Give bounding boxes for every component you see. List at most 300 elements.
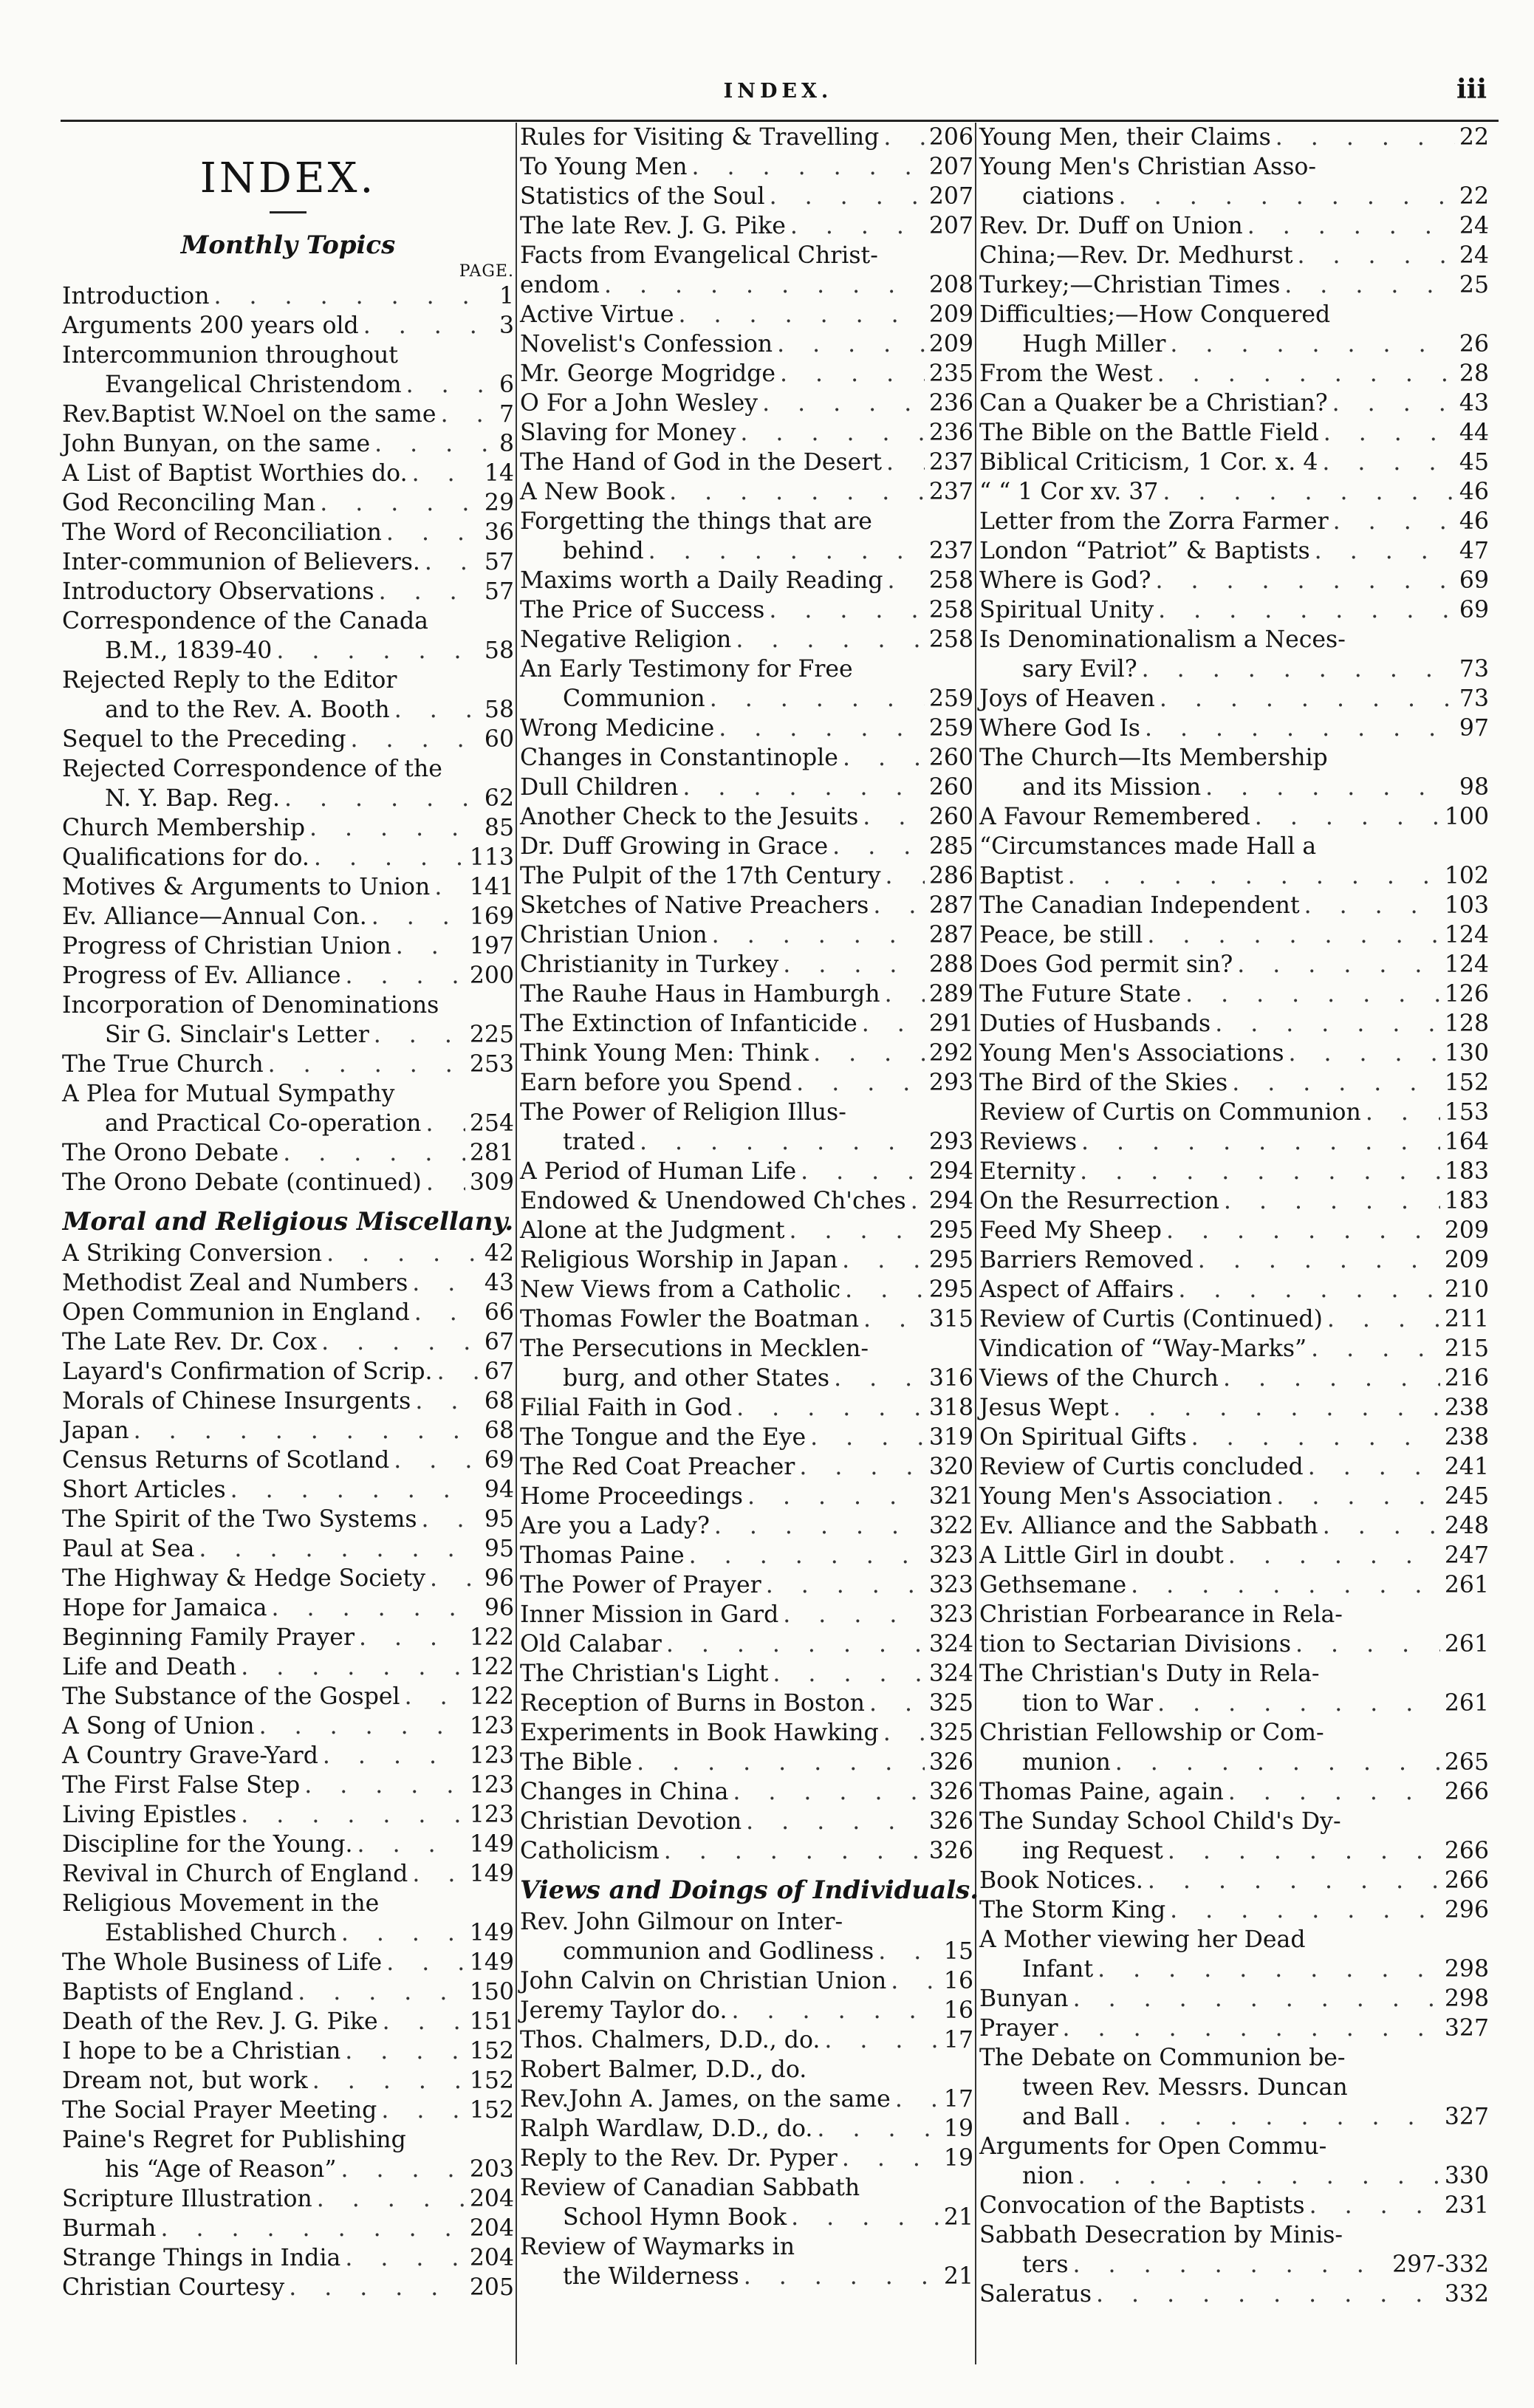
entry-page: 281 <box>469 1140 514 1166</box>
index-entry <box>62 1948 514 1977</box>
entry-title: A Little Girl in doubt <box>979 1542 1224 1569</box>
leader-dots <box>405 1682 465 1711</box>
leader-dots <box>791 2203 939 2232</box>
index-entry <box>979 2250 1489 2279</box>
title-dash <box>270 211 307 213</box>
index-entry <box>979 1777 1489 1807</box>
leader-dots <box>272 1593 480 1623</box>
leader-dots <box>415 1386 480 1416</box>
entry-title: Thos. Chalmers, D.D., do. <box>520 2027 821 2053</box>
entry-title: and Ball <box>1022 2104 1120 2130</box>
entry-title: Does God permit sin? <box>979 951 1233 978</box>
entry-title: Reviews <box>979 1129 1077 1155</box>
index-entry <box>979 2191 1489 2220</box>
leader-dots <box>1113 1393 1440 1423</box>
leader-dots <box>1170 1895 1440 1925</box>
entry-title: Young Men's Christian Asso- <box>979 154 1316 180</box>
entry-page: 204 <box>469 2186 514 2212</box>
entry-page: 326 <box>928 1808 973 1835</box>
entry-title: Life and Death <box>62 1654 237 1680</box>
leader-dots <box>381 2096 465 2125</box>
entry-title: A Period of Human Life <box>520 1158 797 1185</box>
index-entry <box>979 359 1489 389</box>
index-entry <box>62 518 514 547</box>
entry-title: Hugh Miller <box>1022 331 1166 358</box>
entry-page: 286 <box>928 863 973 889</box>
entry-title: Arguments 200 years old <box>62 312 359 339</box>
entry-title: The Late Rev. Dr. Cox <box>62 1329 318 1355</box>
entry-page: 149 <box>469 1831 514 1858</box>
leader-dots <box>1255 802 1440 832</box>
entry-page: 67 <box>484 1358 514 1385</box>
entry-title: The Christian's Light <box>520 1660 769 1687</box>
index-entry <box>979 1541 1489 1570</box>
entry-page: 259 <box>928 685 973 712</box>
leader-dots <box>1098 1954 1440 1984</box>
leader-dots <box>323 1741 465 1771</box>
index-entry <box>979 300 1489 329</box>
index-entry <box>520 2084 973 2114</box>
entry-page: 21 <box>943 2263 973 2290</box>
entry-title: A Favour Remembered <box>979 804 1250 830</box>
entry-page: 122 <box>469 1654 514 1680</box>
entry-title: Endowed & Unendowed Ch'ches <box>520 1188 906 1214</box>
index-entry <box>62 400 514 429</box>
leader-dots <box>813 1039 925 1068</box>
leader-dots <box>766 1570 925 1600</box>
entry-page: 293 <box>928 1070 973 1096</box>
index-entry <box>979 182 1489 211</box>
index-entry <box>520 1511 973 1541</box>
entry-title: Introductory Observations <box>62 578 374 605</box>
entry-page: 225 <box>469 1022 514 1048</box>
index-entry <box>62 961 514 991</box>
index-entry <box>979 1954 1489 1984</box>
index-entry <box>979 418 1489 448</box>
leader-dots <box>283 1138 465 1168</box>
header-rule <box>61 120 1499 122</box>
entry-page: 14 <box>484 460 514 487</box>
entry-title: John Calvin on Christian Union <box>520 1968 887 1994</box>
index-entry <box>520 1541 973 1570</box>
index-entry <box>62 1298 514 1327</box>
entry-title: Dream not, but work <box>62 2067 308 2094</box>
index-entry <box>62 1918 514 1948</box>
entry-title: Census Returns of Scotland <box>62 1447 390 1474</box>
entry-title: Negative Religion <box>520 626 732 653</box>
index-entry <box>62 2066 514 2096</box>
entry-page: 253 <box>469 1051 514 1078</box>
leader-dots <box>1123 2102 1440 2132</box>
index-entry <box>979 389 1489 418</box>
entry-page: 210 <box>1444 1276 1489 1303</box>
index-entry <box>62 784 514 813</box>
entry-title: Paine's Regret for Publishing <box>62 2127 406 2153</box>
index-entry <box>62 1505 514 1534</box>
entry-page: 296 <box>1444 1897 1489 1923</box>
entry-page: 291 <box>928 1010 973 1037</box>
entry-page: 47 <box>1459 538 1489 564</box>
leader-dots <box>740 418 924 448</box>
index-entry <box>62 2007 514 2036</box>
index-entry <box>979 1186 1489 1216</box>
entry-title: Earn before you Spend <box>520 1070 792 1096</box>
leader-dots <box>298 1977 465 2007</box>
entry-page: 235 <box>928 360 973 387</box>
entry-title: Rev.John A. James, on the same <box>520 2086 891 2113</box>
entry-title: Are you a Lady? <box>520 1513 710 1539</box>
entry-page: 15 <box>943 1938 973 1965</box>
index-entry <box>520 1996 973 2025</box>
leader-dots <box>1119 182 1455 211</box>
leader-dots <box>790 211 925 241</box>
entry-page: 124 <box>1444 922 1489 948</box>
index-entry <box>520 182 973 211</box>
leader-dots <box>801 1157 925 1186</box>
leader-dots <box>1178 1275 1440 1304</box>
entry-title: tion to Sectarian Divisions <box>979 1631 1292 1658</box>
entry-page: 245 <box>1444 1483 1489 1510</box>
entry-title: Morals of Chinese Insurgents <box>62 1388 411 1415</box>
entry-title: Sequel to the Preceding <box>62 726 346 753</box>
index-entry <box>520 1966 973 1996</box>
entry-title: Paul at Sea <box>62 1536 195 1562</box>
leader-dots <box>1228 1777 1440 1807</box>
entry-title: Sketches of Native Preachers <box>520 892 869 919</box>
index-entry <box>979 979 1489 1009</box>
index-entry <box>62 1475 514 1505</box>
index-entry <box>62 1977 514 2007</box>
entry-title: and Practical Co-operation <box>105 1110 422 1137</box>
entry-title: A List of Baptist Worthies do. <box>62 460 408 487</box>
entry-title: Religious Movement in the <box>62 1890 380 1917</box>
index-entry <box>520 1157 973 1186</box>
entry-title: Inter-communion of Believers. <box>62 549 420 575</box>
index-entry <box>520 1186 973 1216</box>
entry-title: Views of the Church <box>979 1365 1219 1392</box>
entry-page: 315 <box>928 1306 973 1333</box>
entry-page: 19 <box>943 2115 973 2142</box>
entry-page: 152 <box>469 2067 514 2094</box>
index-entry <box>520 1245 973 1275</box>
entry-title: Another Check to the Jesuits <box>520 804 859 830</box>
entry-page: 16 <box>943 1968 973 1994</box>
leader-dots <box>796 1068 925 1098</box>
entry-page: 68 <box>484 1388 514 1415</box>
index-entry <box>520 1127 973 1157</box>
entry-page: 207 <box>928 183 973 210</box>
index-entry <box>520 241 973 270</box>
leader-dots <box>869 1689 925 1718</box>
leader-dots <box>134 1416 480 1446</box>
index-title: INDEX. <box>199 154 377 202</box>
index-entry <box>520 1393 973 1423</box>
column-rule-1 <box>516 123 517 2364</box>
leader-dots <box>824 2025 939 2055</box>
index-entry <box>520 1482 973 1511</box>
entry-page: 102 <box>1444 863 1489 889</box>
entry-page: 22 <box>1459 124 1489 151</box>
index-entry <box>979 625 1489 654</box>
index-entry <box>979 1216 1489 1245</box>
entry-page: 95 <box>484 1506 514 1533</box>
entry-title: Feed My Sheep <box>979 1217 1162 1244</box>
entry-title: Living Epistles <box>62 1802 237 1828</box>
leader-dots <box>1080 1157 1440 1186</box>
index-entry <box>520 802 973 832</box>
entry-page: 216 <box>1444 1365 1489 1392</box>
index-entry <box>979 1570 1489 1600</box>
index-entry <box>62 2273 514 2302</box>
leader-dots <box>351 725 480 754</box>
entry-title: The First False Step <box>62 1772 301 1799</box>
entry-title: Barriers Removed <box>979 1247 1194 1273</box>
leader-dots <box>214 281 495 311</box>
index-entry <box>979 773 1489 802</box>
entry-page: 295 <box>928 1247 973 1273</box>
entry-page: 208 <box>928 272 973 298</box>
entry-page: 153 <box>1444 1099 1489 1126</box>
entry-page: 197 <box>469 933 514 960</box>
entry-page: 325 <box>928 1720 973 1746</box>
leader-dots <box>710 684 925 714</box>
leader-dots <box>1155 566 1454 595</box>
entry-title: Convocation of the Baptists <box>979 2192 1305 2219</box>
leader-dots <box>1166 1216 1440 1245</box>
leader-dots <box>345 2036 465 2066</box>
entry-page: 123 <box>469 1742 514 1769</box>
entry-title: To Young Men <box>520 154 688 180</box>
index-entry <box>520 2114 973 2144</box>
entry-page: 292 <box>928 1040 973 1067</box>
index-entry <box>520 329 973 359</box>
leader-dots <box>241 1800 465 1830</box>
entry-page: 183 <box>1444 1158 1489 1185</box>
entry-title: Christian Fellowship or Com- <box>979 1720 1324 1746</box>
leader-dots <box>1309 2191 1440 2220</box>
entry-page: 323 <box>928 1601 973 1628</box>
index-entry <box>520 1334 973 1364</box>
index-entry <box>62 636 514 666</box>
index-entry <box>979 1895 1489 1925</box>
leader-dots <box>386 1948 465 1977</box>
leader-dots <box>810 1423 925 1452</box>
entry-title: Thomas Paine, again <box>979 1779 1224 1805</box>
index-entry <box>979 1600 1489 1629</box>
entry-title: The Bible <box>520 1749 633 1776</box>
entry-title: Review of Curtis (Continued) <box>979 1306 1323 1333</box>
leader-dots <box>394 1446 480 1475</box>
index-entry <box>979 1659 1489 1689</box>
index-entry <box>520 1659 973 1689</box>
entry-page: 261 <box>1444 1572 1489 1598</box>
entry-page: 60 <box>484 726 514 753</box>
leader-dots <box>1148 1866 1440 1895</box>
entry-title: Young Men's Associations <box>979 1040 1284 1067</box>
entry-page: 236 <box>928 420 973 446</box>
entry-page: 141 <box>469 874 514 900</box>
entry-title: Christianity in Turkey <box>520 951 779 978</box>
entry-page: 237 <box>928 538 973 564</box>
entry-title: Biblical Criticism, 1 Cor. x. 4 <box>979 449 1318 476</box>
page-number: iii <box>1456 74 1487 105</box>
entry-title: behind <box>563 538 644 564</box>
leader-dots <box>1366 1098 1440 1127</box>
leader-dots <box>1297 241 1454 270</box>
entry-title: The Highway & Hedge Society <box>62 1565 426 1592</box>
entry-title: Saleratus <box>979 2281 1092 2308</box>
index-entry <box>520 2025 973 2055</box>
leader-dots <box>386 518 480 547</box>
index-entry <box>979 1068 1489 1098</box>
entry-title: Death of the Rev. J. G. Pike <box>62 2008 378 2035</box>
leader-dots <box>1224 1186 1440 1216</box>
index-entry <box>520 477 973 507</box>
entry-title: Layard's Confirmation of Scrip. <box>62 1358 433 1385</box>
index-entry <box>520 1718 973 1748</box>
leader-dots <box>1157 359 1455 389</box>
index-entry <box>979 802 1489 832</box>
entry-page: 203 <box>469 2156 514 2183</box>
entry-title: Sir G. Sinclair's Letter <box>105 1022 369 1048</box>
entry-title: Young Men, their Claims <box>979 124 1271 151</box>
leader-dots <box>842 2144 939 2173</box>
entry-title: Experiments in Book Hawking <box>520 1720 879 1746</box>
leader-dots <box>1332 389 1455 418</box>
index-entry <box>62 1771 514 1800</box>
leader-dots <box>345 2243 465 2273</box>
entry-page: 200 <box>469 962 514 989</box>
index-entry <box>979 329 1489 359</box>
entry-title: Christian Devotion <box>520 1808 742 1835</box>
entry-page: 330 <box>1444 2163 1489 2189</box>
leader-dots <box>314 843 465 872</box>
entry-title: Slaving for Money <box>520 420 736 446</box>
column-rule-2 <box>975 123 976 2364</box>
index-entry <box>62 1741 514 1771</box>
leader-dots <box>434 872 465 902</box>
leader-dots <box>863 1304 925 1334</box>
index-entry <box>979 566 1489 595</box>
index-entry <box>520 2173 973 2203</box>
entry-title: The Power of Prayer <box>520 1572 761 1598</box>
entry-page: 67 <box>484 1329 514 1355</box>
entry-page: 149 <box>469 1861 514 1887</box>
entry-page: 316 <box>928 1365 973 1392</box>
entry-page: 209 <box>1444 1217 1489 1244</box>
entry-list-moral <box>62 1239 514 2302</box>
entry-page: 294 <box>928 1188 973 1214</box>
index-entry <box>979 684 1489 714</box>
index-entry <box>62 1800 514 1830</box>
index-entry <box>979 920 1489 950</box>
entry-page: 16 <box>943 1997 973 2024</box>
entry-title: tween Rev. Messrs. Duncan <box>1022 2074 1348 2101</box>
index-entry <box>520 1216 973 1245</box>
index-entry <box>979 152 1489 182</box>
entry-page: 25 <box>1459 272 1489 298</box>
entry-title: I hope to be a Christian <box>62 2038 341 2065</box>
leader-dots <box>1308 1452 1440 1482</box>
leader-dots <box>783 1600 925 1629</box>
entry-title: Christian Courtesy <box>62 2274 285 2301</box>
index-entry <box>62 577 514 606</box>
entry-page: 319 <box>928 1424 973 1451</box>
index-entry <box>520 507 973 536</box>
entry-page: 237 <box>928 449 973 476</box>
index-entry <box>520 1275 973 1304</box>
leader-dots <box>746 1807 925 1836</box>
entry-title: Beginning Family Prayer <box>62 1624 355 1651</box>
index-entry <box>520 418 973 448</box>
entry-page: 46 <box>1459 508 1489 535</box>
index-entry <box>62 341 514 370</box>
leader-dots <box>783 950 925 979</box>
entry-title: The Spirit of the Two Systems <box>62 1506 417 1533</box>
index-entry <box>979 950 1489 979</box>
entry-title: Strange Things in India <box>62 2245 341 2271</box>
entry-title: Can a Quaker be a Christian? <box>979 390 1328 417</box>
entry-page: 320 <box>928 1454 973 1480</box>
entry-page: 327 <box>1444 2104 1489 2130</box>
entry-page: 123 <box>469 1772 514 1799</box>
entry-list-moral-continued <box>520 123 973 1866</box>
entry-page: 297-332 <box>1392 2251 1489 2278</box>
entry-title: School Hymn Book <box>563 2204 787 2231</box>
index-entry <box>979 1098 1489 1127</box>
leader-dots <box>1276 123 1455 152</box>
entry-page: 332 <box>1444 2281 1489 2308</box>
leader-dots <box>817 2114 939 2144</box>
leader-dots <box>780 359 925 389</box>
leader-dots <box>268 1050 465 1079</box>
index-entry <box>62 2214 514 2243</box>
entry-title: Scripture Illustration <box>62 2186 312 2212</box>
index-entry <box>979 1393 1489 1423</box>
index-entry <box>979 477 1489 507</box>
index-entry <box>979 211 1489 241</box>
index-entry <box>520 1689 973 1718</box>
entry-title: The Social Prayer Meeting <box>62 2097 377 2124</box>
index-entry <box>62 429 514 459</box>
index-entry <box>979 891 1489 920</box>
entry-page: 285 <box>928 833 973 860</box>
index-entry <box>520 891 973 920</box>
index-entry <box>520 211 973 241</box>
leader-dots <box>1311 1334 1440 1364</box>
entry-title: New Views from a Catholic <box>520 1276 841 1303</box>
index-entry <box>520 1423 973 1452</box>
index-entry <box>62 1109 514 1138</box>
entry-title: The Persecutions in Mecklen- <box>520 1335 869 1362</box>
leader-dots <box>1115 1748 1440 1777</box>
entry-page: 36 <box>484 519 514 546</box>
leader-dots <box>733 1777 925 1807</box>
index-entry <box>979 1807 1489 1836</box>
leader-dots <box>770 182 925 211</box>
index-entry <box>520 1807 973 1836</box>
leader-dots <box>1232 1068 1440 1098</box>
index-entry <box>520 1629 973 1659</box>
entry-title: Rejected Reply to the Editor <box>62 667 397 694</box>
entry-list-monthly <box>62 281 514 1197</box>
entry-title: Home Proceedings <box>520 1483 743 1510</box>
index-entry <box>62 606 514 636</box>
leader-dots <box>1228 1541 1440 1570</box>
entry-title: communion and Godliness <box>563 1938 874 1965</box>
entry-title: Book Notices. <box>979 1867 1143 1894</box>
index-entry <box>979 1157 1489 1186</box>
